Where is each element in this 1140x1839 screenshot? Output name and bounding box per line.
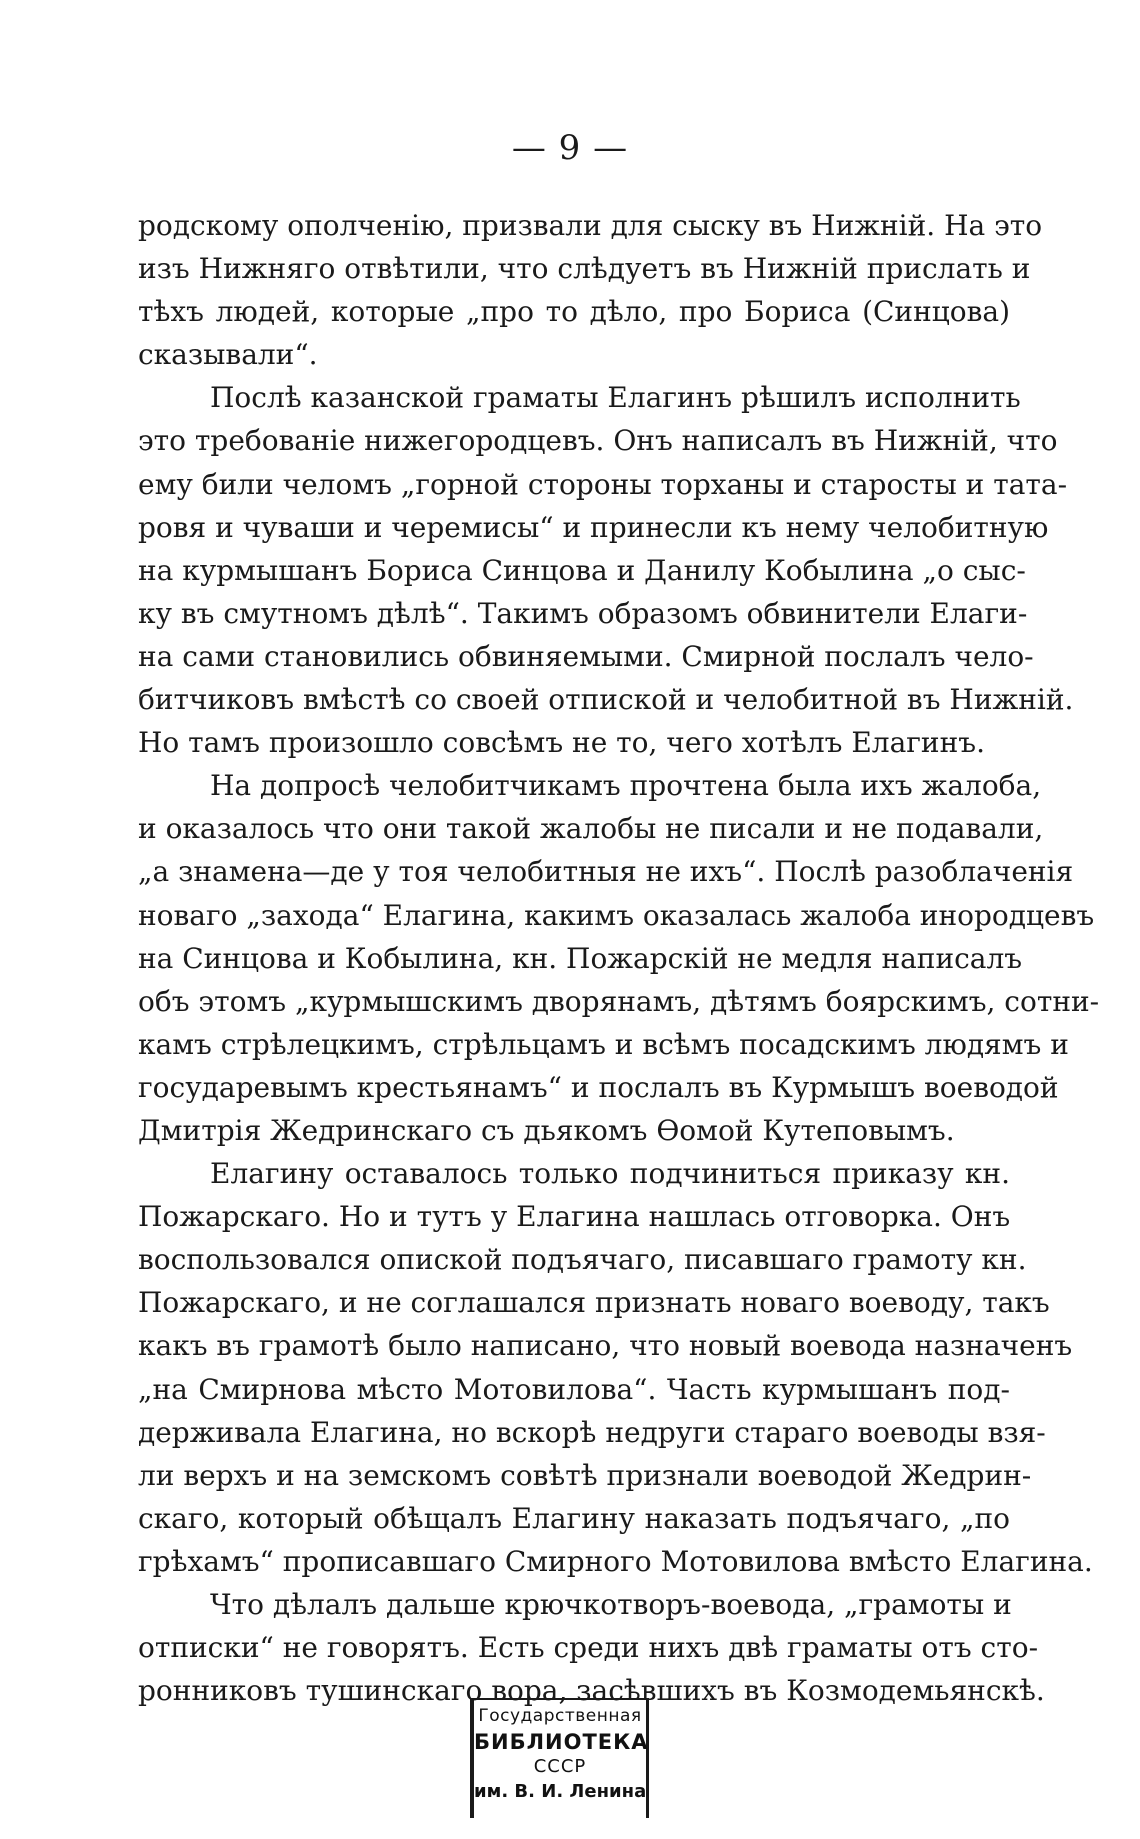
text-line: ку въ смутномъ дѣлѣ“. Такимъ образомъ обвинители Елаги- [138, 596, 1028, 630]
text-line: ли верхъ и на земскомъ совѣтѣ признали воеводой Жедрин- [138, 1458, 1032, 1492]
stamp-line-ussr: СССР [533, 1756, 587, 1777]
text-line: „на Смирнова мѣсто Мотовилова“. Часть курмышанъ под- [138, 1372, 1010, 1406]
text-line: на сами становились обвиняемыми. Смирной послалъ чело- [138, 639, 1034, 673]
text-line: грѣхамъ“ прописавшаго Смирного Мотовилова вмѣсто Елагина. [138, 1544, 1093, 1578]
text-line: государевымъ крестьянамъ“ и послалъ въ Курмышъ воеводой [138, 1070, 1059, 1104]
text-line: ронниковъ тушинскаго вора, засѣвшихъ въ Козмодемьянскѣ. [138, 1674, 1045, 1708]
text-line: изъ Нижняго отвѣтили, что слѣдуетъ въ Нижній прислать и [138, 252, 1031, 286]
text-line: это требованіе нижегородцевъ. Онъ написалъ въ Нижній, что [138, 424, 1058, 458]
paragraph-first-line: На допросѣ челобитчикамъ прочтена была ихъ жалоба, [210, 769, 1042, 803]
stamp-line-lenin: им. В. И. Ленина [474, 1781, 647, 1802]
text-line: Пожарскаго, и не соглашался признать новаго воеводу, такъ [138, 1286, 1050, 1320]
text-line: скаго, который обѣщалъ Елагину наказать подъячаго, „по [138, 1501, 1010, 1535]
text-line: тѣхъ людей, которые „про то дѣло, про Бориса (Синцова) [138, 295, 1010, 329]
text-line: на курмышанъ Бориса Синцова и Данилу Кобылина „о сыс- [138, 553, 1026, 587]
text-line: отписки“ не говорятъ. Есть среди нихъ двѣ граматы отъ сто- [138, 1631, 1039, 1665]
text-line: сказывали“. [138, 338, 318, 372]
stamp-line-library: БИБЛИОТЕКА [474, 1730, 649, 1754]
text-line: на Синцова и Кобылина, кн. Пожарскій не медля написалъ [138, 941, 1023, 975]
text-line: Но тамъ произошло совсѣмъ не то, чего хотѣлъ Елагинъ. [138, 726, 985, 760]
text-line: какъ въ грамотѣ было написано, что новый воевода назначенъ [138, 1329, 1073, 1363]
text-line: родскому ополченію, призвали для сыску въ Нижній. На это [138, 209, 1043, 242]
text-line: Пожарскаго. Но и тутъ у Елагина нашлась отговорка. Онъ [138, 1200, 1011, 1234]
text-line: Дмитрія Жедринскаго съ дьякомъ Ѳомой Кутеповымъ. [138, 1113, 955, 1147]
text-line: новаго „захода“ Елагина, какимъ оказалась жалоба инородцевъ [138, 898, 1095, 932]
library-stamp [470, 1698, 649, 1818]
text-line: воспользовался опиской подъячаго, писавшаго грамоту кн. [138, 1243, 1027, 1277]
text-line: ровя и чуваши и черемисы“ и принесли къ нему челобитную [138, 510, 1049, 544]
page-number: — 9 — [511, 128, 629, 168]
text-line: „а знамена—де у тоя челобитныя не ихъ“. Послѣ разоблаченія [138, 855, 1074, 889]
text-line: ему били челомъ „горной стороны торханы и старосты и тата- [138, 467, 1068, 501]
text-line: держивала Елагина, но вскорѣ недруги стараго воеводы взя- [138, 1415, 1046, 1449]
text-line: битчиковъ вмѣстѣ со своей отпиской и челобитной въ Нижній. [138, 683, 1074, 717]
text-line: камъ стрѣлецкимъ, стрѣльцамъ и всѣмъ посадскимъ людямъ и [138, 1027, 1069, 1061]
text-line: и оказалось что они такой жалобы не писали и не подавали, [138, 812, 1044, 846]
text-line: объ этомъ „курмышскимъ дворянамъ, дѣтямъ боярскимъ, сотни- [138, 984, 1100, 1018]
stamp-line-state: Государственная [478, 1706, 642, 1726]
paragraph-first-line: Что дѣлалъ дальше крючкотворъ-воевода, „грамоты и [210, 1588, 1012, 1621]
paragraph-first-line: Послѣ казанской граматы Елагинъ рѣшилъ исполнить [210, 381, 1021, 415]
paragraph-first-line: Елагину оставалось только подчиниться приказу кн. [210, 1157, 1010, 1191]
body-text [138, 204, 1100, 1712]
